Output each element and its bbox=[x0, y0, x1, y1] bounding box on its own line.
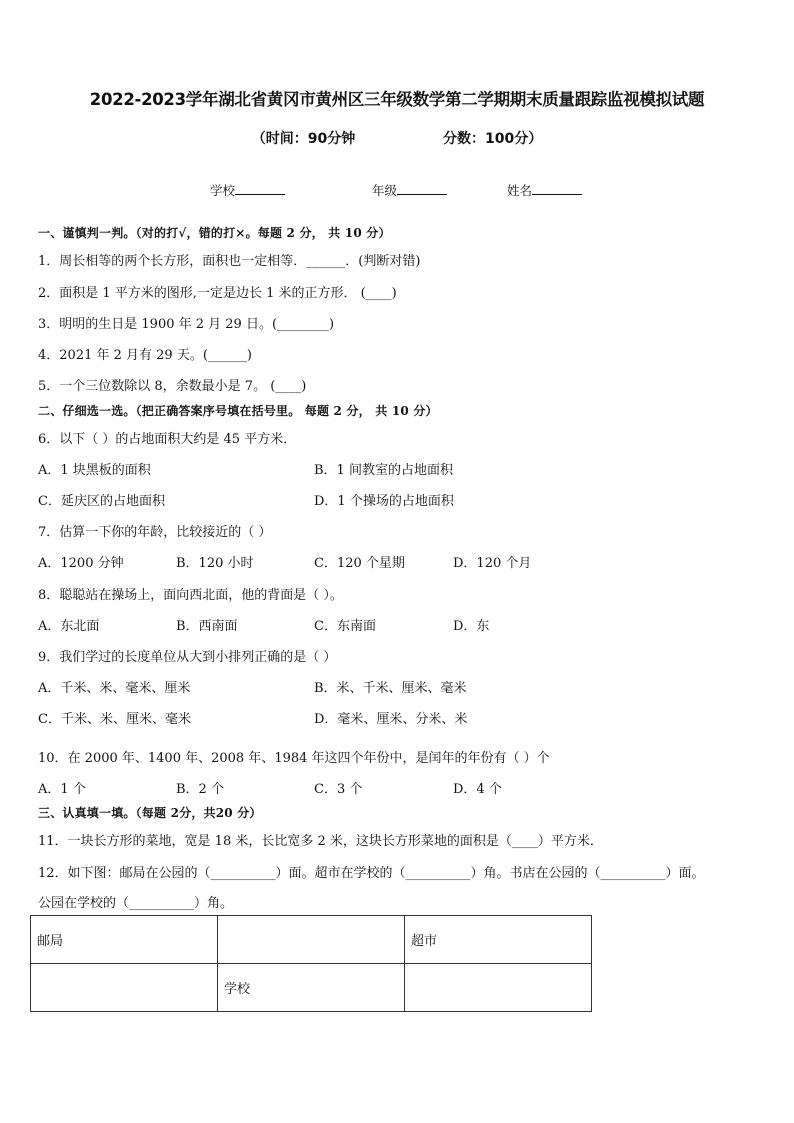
table-cell-empty bbox=[218, 916, 405, 964]
table-cell-empty bbox=[31, 964, 218, 1012]
question-12: 12．如下图：邮局在公园的（__________）面。超市在学校的（__________）角。书店在公园的（__________）面。 bbox=[38, 866, 705, 881]
table-row bbox=[31, 964, 592, 1012]
question-8-option-a: A．东北面 bbox=[38, 619, 100, 634]
question-6-option-a: A．1 块黑板的面积 bbox=[38, 463, 151, 478]
question-7-option-d: D．120 个月 bbox=[453, 556, 532, 571]
question-9-option-d: D．毫米、厘米、分米、米 bbox=[314, 712, 468, 727]
question-9: 9．我们学过的长度单位从大到小排列正确的是（ ） bbox=[38, 650, 337, 665]
question-3: 3．明明的生日是 1900 年 2 月 29 日。(________) bbox=[38, 317, 335, 332]
grade-field bbox=[372, 181, 447, 199]
question-5: 5．一个三位数除以 8，余数最小是 7。 (____) bbox=[38, 379, 307, 394]
exam-subtitle: （时间：90分钟 分数：100分） bbox=[251, 131, 543, 147]
question-10-option-d: D．4 个 bbox=[453, 782, 502, 797]
name-label: 姓名 bbox=[507, 183, 533, 198]
section-2-heading: 二、仔细选一选。（把正确答案序号填在括号里。 每题 2 分， 共 10 分） bbox=[38, 404, 438, 418]
question-9-option-b: B．米、千米、厘米、毫米 bbox=[314, 681, 467, 696]
question-6: 6．以下（ ）的占地面积大约是 45 平方米． bbox=[38, 432, 297, 447]
question-8: 8．聪聪站在操场上，面向西北面，他的背面是（ ）。 bbox=[38, 588, 343, 603]
question-8-option-b: B．西南面 bbox=[176, 619, 238, 634]
question-10-option-c: C．3 个 bbox=[314, 782, 363, 797]
section-1-heading: 一、谨慎判一判。（对的打√，错的打×。每题 2 分， 共 10 分） bbox=[38, 226, 391, 240]
question-4: 4．2021 年 2 月有 29 天。(______) bbox=[38, 348, 252, 363]
name-field bbox=[507, 181, 582, 199]
question-8-option-c: C．东南面 bbox=[314, 619, 376, 634]
table-row bbox=[31, 916, 592, 964]
question-6-option-b: B．1 间教室的占地面积 bbox=[314, 463, 453, 478]
table-cell-post-office: 邮局 bbox=[31, 916, 218, 964]
question-9-option-a: A．千米、米、毫米、厘米 bbox=[38, 681, 191, 696]
section-3-heading: 三、认真填一填。（每题 2分，共20 分） bbox=[38, 806, 262, 820]
table-cell-supermarket: 超市 bbox=[405, 916, 592, 964]
question-8-option-d: D．东 bbox=[453, 619, 490, 634]
name-blank[interactable] bbox=[532, 182, 582, 195]
table-cell-school: 学校 bbox=[218, 964, 405, 1012]
school-field bbox=[210, 181, 285, 199]
school-blank[interactable] bbox=[235, 182, 285, 195]
school-label: 学校 bbox=[210, 183, 236, 198]
question-6-option-d: D．1 个操场的占地面积 bbox=[314, 494, 454, 509]
question-12-continued: 公园在学校的（__________）角。 bbox=[38, 896, 234, 911]
grade-label: 年级 bbox=[372, 183, 398, 198]
question-7-option-c: C．120 个星期 bbox=[314, 556, 405, 571]
map-table bbox=[30, 915, 592, 1012]
question-6-option-c: C．延庆区的占地面积 bbox=[38, 494, 165, 509]
question-10-option-b: B．2 个 bbox=[176, 782, 224, 797]
grade-blank[interactable] bbox=[397, 182, 447, 195]
question-11: 11．一块长方形的菜地，宽是 18 米，长比宽多 2 米，这块长方形菜地的面积是（____）平方米． bbox=[38, 834, 603, 849]
table-cell-empty bbox=[405, 964, 592, 1012]
question-9-option-c: C．千米、米、厘米、毫米 bbox=[38, 712, 191, 727]
question-10: 10．在 2000 年、1400 年、2008 年、1984 年这四个年份中，是闰年的年份有（ ）个 bbox=[38, 751, 550, 766]
question-7-option-b: B．120 小时 bbox=[176, 556, 254, 571]
question-10-option-a: A．1 个 bbox=[38, 782, 86, 797]
question-7-option-a: A．1200 分钟 bbox=[38, 556, 124, 571]
question-7: 7．估算一下你的年龄，比较接近的（ ） bbox=[38, 525, 272, 540]
question-2: 2．面积是 1 平方米的图形,一定是边长 1 米的正方形． (____) bbox=[38, 286, 397, 301]
question-1: 1．周长相等的两个长方形，面积也一定相等．______．(判断对错) bbox=[38, 254, 421, 269]
exam-title: 2022-2023学年湖北省黄冈市黄州区三年级数学第二学期期末质量跟踪监视模拟试题 bbox=[89, 90, 705, 109]
